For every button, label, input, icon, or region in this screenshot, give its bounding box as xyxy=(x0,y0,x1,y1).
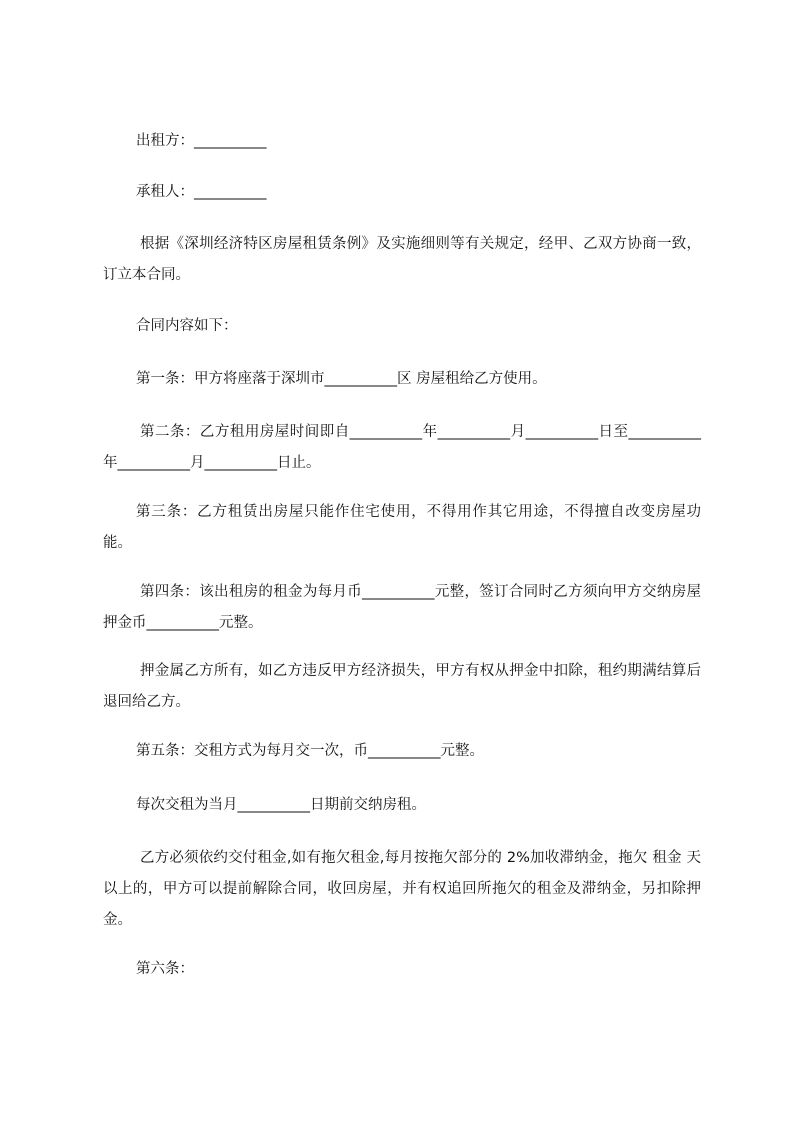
article-1: 第一条：甲方将座落于深圳市__________区 房屋租给乙方使用。 xyxy=(136,371,547,387)
article-6: 第六条： xyxy=(136,961,194,977)
rent-due-paragraph: 每次交租为当月__________日期前交纳房租。 xyxy=(136,797,426,813)
preamble-paragraph: 根据《深圳经济特区房屋租赁条例》及实施细则等有关规定，经甲、乙双方协商一致，订立本合同。 xyxy=(103,236,701,283)
deposit-paragraph: 押金属乙方所有，如乙方违反甲方经济损失，甲方有权从押金中扣除，租约期满结算后退回给乙方。 xyxy=(103,663,701,710)
contents-heading: 合同内容如下： xyxy=(136,318,238,334)
article-2: 第二条：乙方租用房屋时间即自__________年__________月__________日至__________年__________月__________日止。 xyxy=(103,424,701,471)
article-4: 第四条：该出租房的租金为每月币__________元整，签订合同时乙方须向甲方交纳房屋押金币__________元整。 xyxy=(103,584,701,631)
late-fee-paragraph: 乙方必须依约交付租金,如有拖欠租金,每月按拖欠部分的 2%加收滞纳金，拖欠 租金 天以上的，甲方可以提前解除合同，收回房屋，并有权追回所拖欠的租金及滞纳金，另扣除押金。 xyxy=(103,850,701,928)
lessor-line: 出租方：__________ xyxy=(136,133,267,149)
article-3: 第三条：乙方租赁出房屋只能作住宅使用，不得用作其它用途，不得擅自改变房屋功能。 xyxy=(103,504,701,551)
lessee-line: 承租人：__________ xyxy=(136,184,267,200)
article-5: 第五条：交租方式为每月交一次，币__________元整。 xyxy=(136,743,484,759)
